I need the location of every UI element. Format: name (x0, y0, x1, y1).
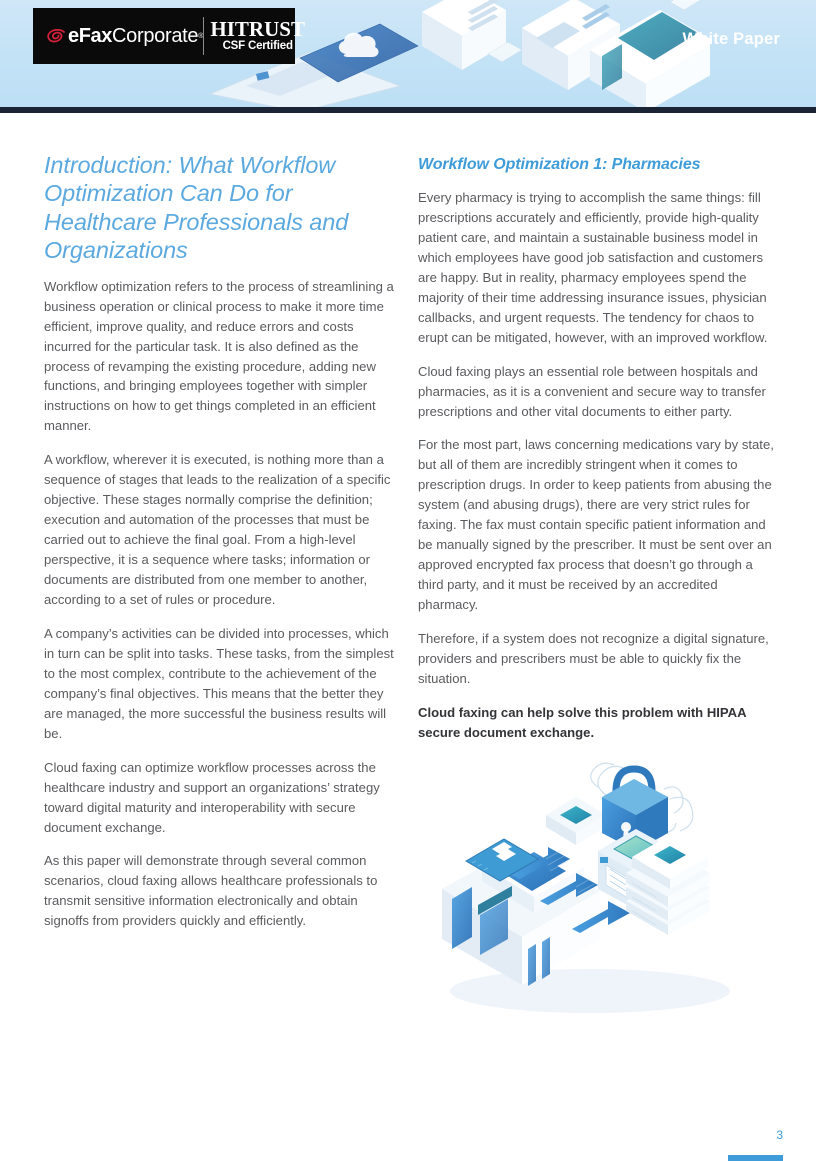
right-bold-callout: Cloud faxing can help solve this problem with HIPAA secure document exchange. (418, 704, 747, 740)
logo-trademark: ® (198, 32, 204, 40)
logo-efax-text: eFax (68, 25, 112, 47)
left-paragraph-4: Cloud faxing can optimize workflow processes across the healthcare industry and support an organizations’ strategy toward digital maturity and interoperability with secure document exchange. (44, 759, 380, 835)
efax-corporate-logo (33, 26, 203, 46)
hitrust-wordmark: HITRUST (210, 16, 305, 41)
pharmacies-heading: Workflow Optimization 1: Pharmacies (418, 156, 701, 173)
efax-swirl-icon (46, 29, 66, 44)
right-column (418, 151, 774, 757)
left-paragraph-5: As this paper will demonstrate through several common scenarios, cloud faxing allows healthcare professionals to transmit sensitive information electronically and obtain signoffs from providers quickly and efficiently. (44, 853, 378, 929)
right-paragraph-2: Cloud faxing plays an essential role between hospitals and pharmacies, as it is a convenient and secure way to transfer prescriptions and other vital documents to either party. (418, 363, 766, 419)
right-paragraph-3: For the most part, laws concerning medications vary by state, but all of them are incredibly stringent when it comes to prescription drugs. In order to keep patients from abusing the system (and abusing drugs), there are very strict rules for faxing. The fax must contain specific patient information and be manually signed by the prescriber. It must be sent over an approved encrypted fax process that doesn’t go through a third party, and it must be received by an accredited pharmacy. (418, 437, 774, 613)
white-paper-label: White Paper (682, 30, 780, 48)
right-paragraph-4: Therefore, if a system does not recognize a digital signature, providers and prescribers must be able to quickly fix the situation. (418, 631, 769, 686)
footer-accent-bar (728, 1155, 783, 1161)
left-paragraph-2: A workflow, wherever it is executed, is nothing more than a sequence of stages that leads to the realization of a specific objective. These stages normally comprise the definition; execution and automation of the processes that must be carried out to achieve the final goal. From a high-level perspective, it is a sequence where tasks; information or documents are distributed from one member to another, according to a set of rules or procedure. (44, 452, 391, 607)
left-column (44, 151, 400, 945)
efax-hitrust-logo (33, 8, 305, 64)
page-body (0, 113, 816, 1142)
page-header-banner (0, 0, 816, 107)
secure-exchange-illustration (420, 753, 780, 1023)
logo-corporate-text: Corporate (112, 25, 199, 47)
hitrust-logo (204, 16, 305, 54)
right-paragraph-1: Every pharmacy is trying to accomplish the same things: fill prescriptions accurately and efficiently, provide high-quality patient care, and maintain a sustainable business model in which employees have good job satisfaction and customers are happy. But in reality, pharmacy employees spend the majority of their time addressing insurance issues, physician callbacks, and urgent requests. The tendency for chaos to erupt can be mitigated, however, with an improved workflow. (418, 190, 768, 345)
left-paragraph-1: Workflow optimization refers to the process of streamlining a business operation or clinical process to make it more time efficient, improve quality, and reduce errors and costs incurred for the particular task. It is also defined as the process of revamping the existing procedure, adding new functions, and bringing employees together with simpler instructions on how to get things completed in an efficient manner. (44, 278, 394, 434)
page-number: 3 (776, 1128, 783, 1142)
introduction-heading: Introduction: What Workflow Optimization Can Do for Healthcare Professionals and Organizations (44, 152, 349, 264)
left-paragraph-3: A company’s activities can be divided into processes, which in turn can be split into tasks. These tasks, from the simplest to the most complex, contribute to the achievement of the company’s final objectives. This means that the better they are managed, the more successful the business results will be. (44, 625, 394, 741)
hitrust-certification-text: CSF Certified (222, 40, 293, 53)
microchip-icon (546, 797, 606, 845)
